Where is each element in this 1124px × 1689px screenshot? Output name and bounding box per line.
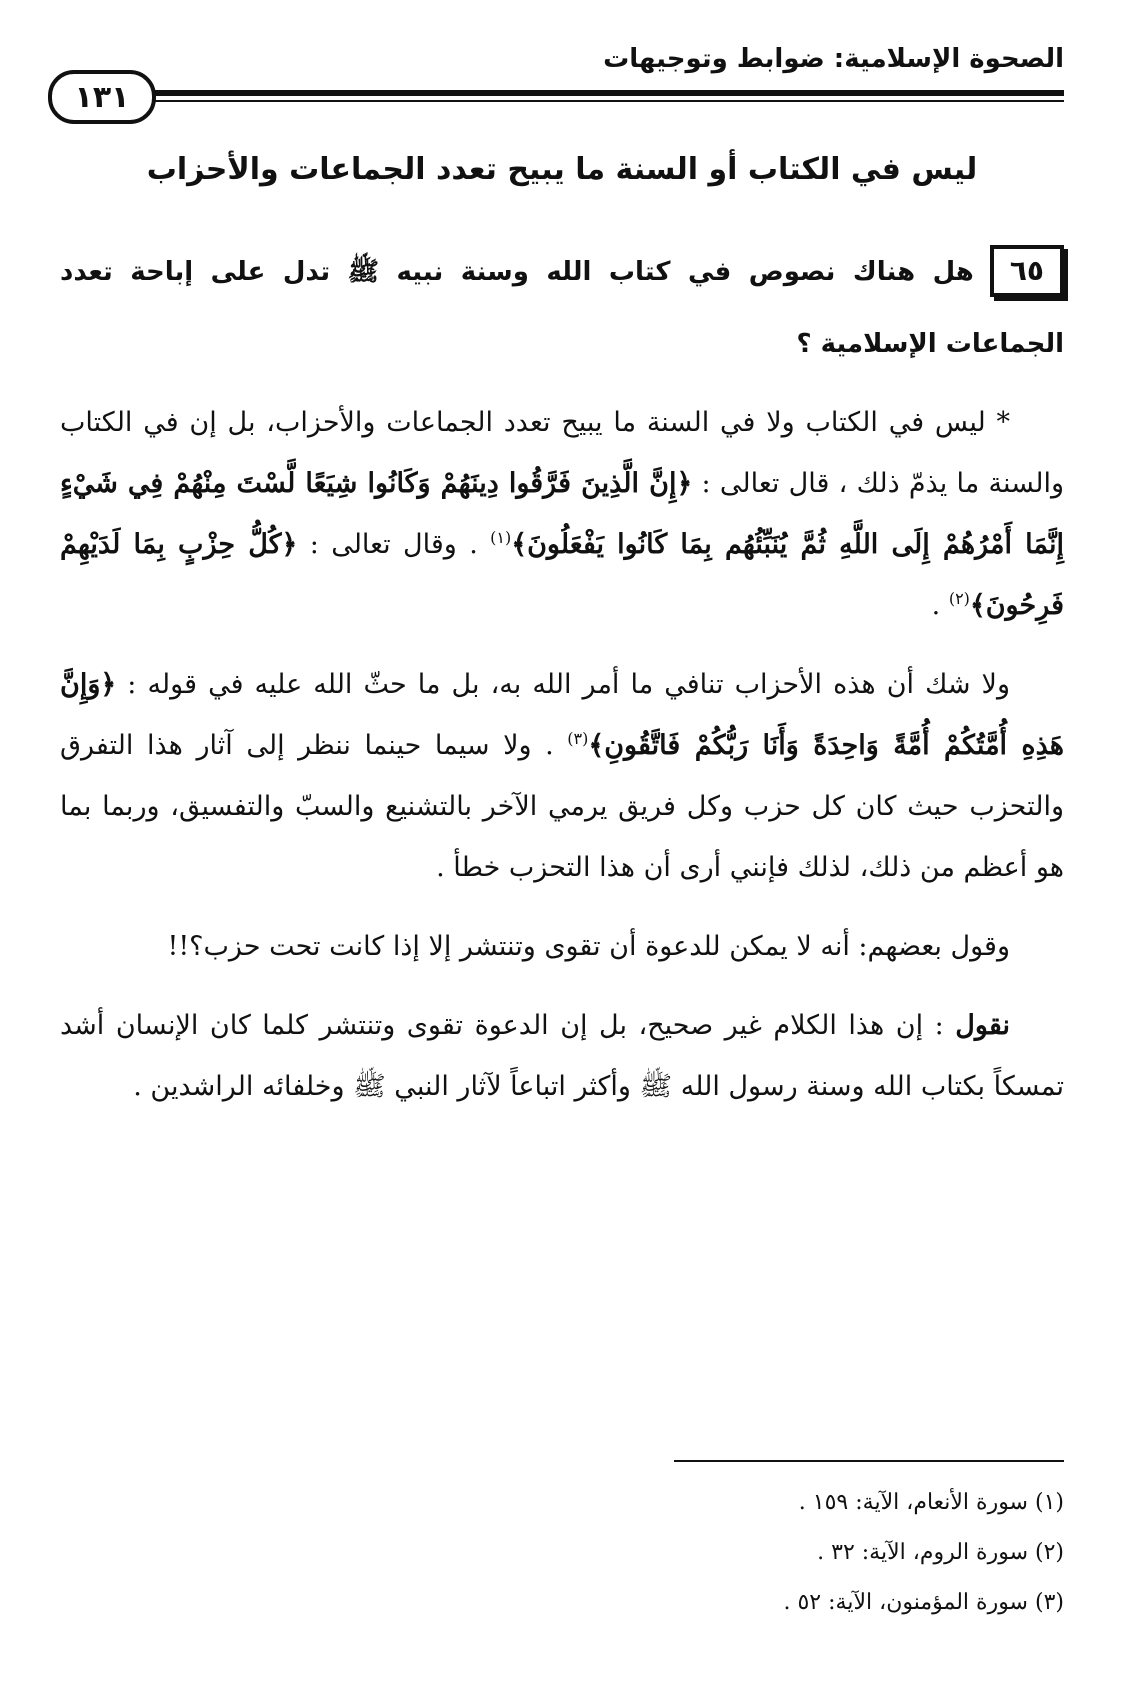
paragraph-3 <box>60 916 1064 977</box>
quran-quote-muminun: ﴿وَإِنَّ هَذِهِ أُمَّتُكُمْ أُمَّةً وَاحِدَةً وَأَنَا رَبُّكُمْ فَاتَّقُونِ﴾ <box>60 669 1064 761</box>
paragraph-2-intro: ولا شك أن هذه الأحزاب تنافي ما أمر الله به، بل ما حثّ الله عليه في قوله : <box>127 669 1010 700</box>
answer-body <box>60 392 1064 1135</box>
question-text: هل هناك نصوص في كتاب الله وسنة نبيه ﷺ تدل على إباحة تعدد الجماعات الإسلامية ؟ <box>60 257 1064 359</box>
footnote-ref-2: (٢) <box>948 589 970 608</box>
paragraph-2-rest: . ولا سيما حينما ننظر إلى آثار هذا التفرق والتحزب حيث كان كل حزب وكل فريق يرمي الآخر بالتشنيع والسبّ والتفسيق، وربما بما هو أعظم من ذلك، لذلك فإنني أرى أن هذا التحزب خطأ . <box>60 730 1064 883</box>
footnotes <box>464 1478 1064 1628</box>
paragraph-1 <box>60 392 1064 636</box>
footnote-1: (١) سورة الأنعام، الآية: ١٥٩ . <box>798 1490 1064 1515</box>
footnote-ref-1: (١) <box>490 528 512 547</box>
footnote-3: (٣) سورة المؤمنون، الآية: ٥٢ . <box>783 1590 1064 1615</box>
question-number-box: ٦٥ <box>990 245 1064 297</box>
paragraph-3-text: وقول بعضهم: أنه لا يمكن للدعوة أن تقوى وتنتشر إلا إذا كانت تحت حزب؟!! <box>167 931 1010 962</box>
paragraph-4-lead: نقول <box>955 1010 1010 1041</box>
footnote-rule <box>674 1460 1064 1462</box>
paragraph-1-end: . <box>931 590 941 621</box>
paragraph-4 <box>60 995 1064 1117</box>
question-block <box>60 236 1064 380</box>
page-number-badge <box>48 70 156 124</box>
footnote-ref-3: (٣) <box>567 729 589 748</box>
paragraph-2 <box>60 654 1064 898</box>
paragraph-1-continuation: . وقال تعالى : <box>309 529 478 560</box>
paragraph-4-text: : إن هذا الكلام غير صحيح، بل إن الدعوة تقوى وتنتشر كلما كان الإنسان أشد تمسكاً بكتاب الله وسنة رسول الله ﷺ وأكثر اتباعاً لآثار النبي ﷺ وخلفائه الراشدين . <box>60 1010 1064 1102</box>
paragraph-1-intro: * ليس في الكتاب ولا في السنة ما يبيح تعدد الجماعات والأحزاب، بل إن في الكتاب والسنة ما يذمّ ذلك ، قال تعالى : <box>60 407 1064 499</box>
header-rule-thin <box>120 100 1064 102</box>
footnote-2: (٢) سورة الروم، الآية: ٣٢ . <box>817 1540 1064 1565</box>
quran-quote-anam: ﴿إِنَّ الَّذِينَ فَرَّقُوا دِينَهُمْ وَكَانُوا شِيَعًا لَّسْتَ مِنْهُمْ فِي شَيْءٍ إِنَّمَا أَمْرُهُمْ إِلَى اللَّهِ ثُمَّ يُنَبِّئُهُم بِمَا كَانُوا يَفْعَلُونَ﴾ <box>60 468 1064 560</box>
header-rule <box>120 90 1064 96</box>
page-number: ١٣١ <box>74 79 130 115</box>
section-heading: ليس في الكتاب أو السنة ما يبيح تعدد الجماعات والأحزاب <box>146 152 978 187</box>
quran-quote-rum: ﴿كُلُّ حِزْبٍ بِمَا لَدَيْهِمْ فَرِحُونَ﴾ <box>60 529 1064 621</box>
running-header-title: الصحوة الإسلامية: ضوابط وتوجيهات <box>603 44 1064 74</box>
